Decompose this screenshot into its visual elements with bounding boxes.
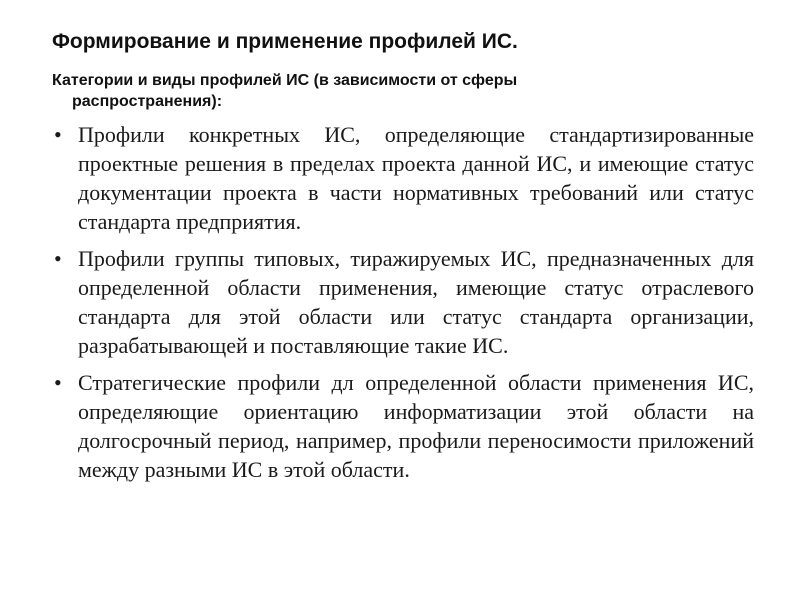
bullet-item (48, 244, 754, 360)
subtitle-line-1: Категории и виды профилей ИС (в зависимости от сферы (52, 72, 518, 89)
slide-subtitle (52, 70, 692, 112)
slide-title: Формирование и применение профилей ИС. (52, 30, 518, 53)
bullet-text: Профили группы типовых, тиражируемых ИС, предназначенных для определенной области применения, имеющие статус отраслевого стандарта для этой области или статус стандарта организации, разрабатывающей и поставляющие такие ИС. (78, 246, 754, 358)
bullet-item (48, 120, 754, 236)
bullet-text: Стратегические профили дл определенной области применения ИС, определяющие ориентацию информатизации этой области на долгосрочный период, например, профили переносимости приложений между разными ИС в этой области. (78, 370, 754, 482)
bullet-text: Профили конкретных ИС, определяющие стандартизированные проектные решения в пределах проекта данной ИС, и имеющие статус документации проекта в части нормативных требований или статус стандарта предприятия. (78, 122, 754, 234)
bullet-list (48, 120, 754, 492)
subtitle-line-2: распространения): (72, 93, 223, 110)
bullet-item (48, 368, 754, 484)
bullet-marker: • (54, 122, 62, 147)
bullet-marker: • (54, 370, 62, 395)
bullet-marker: • (54, 246, 62, 271)
